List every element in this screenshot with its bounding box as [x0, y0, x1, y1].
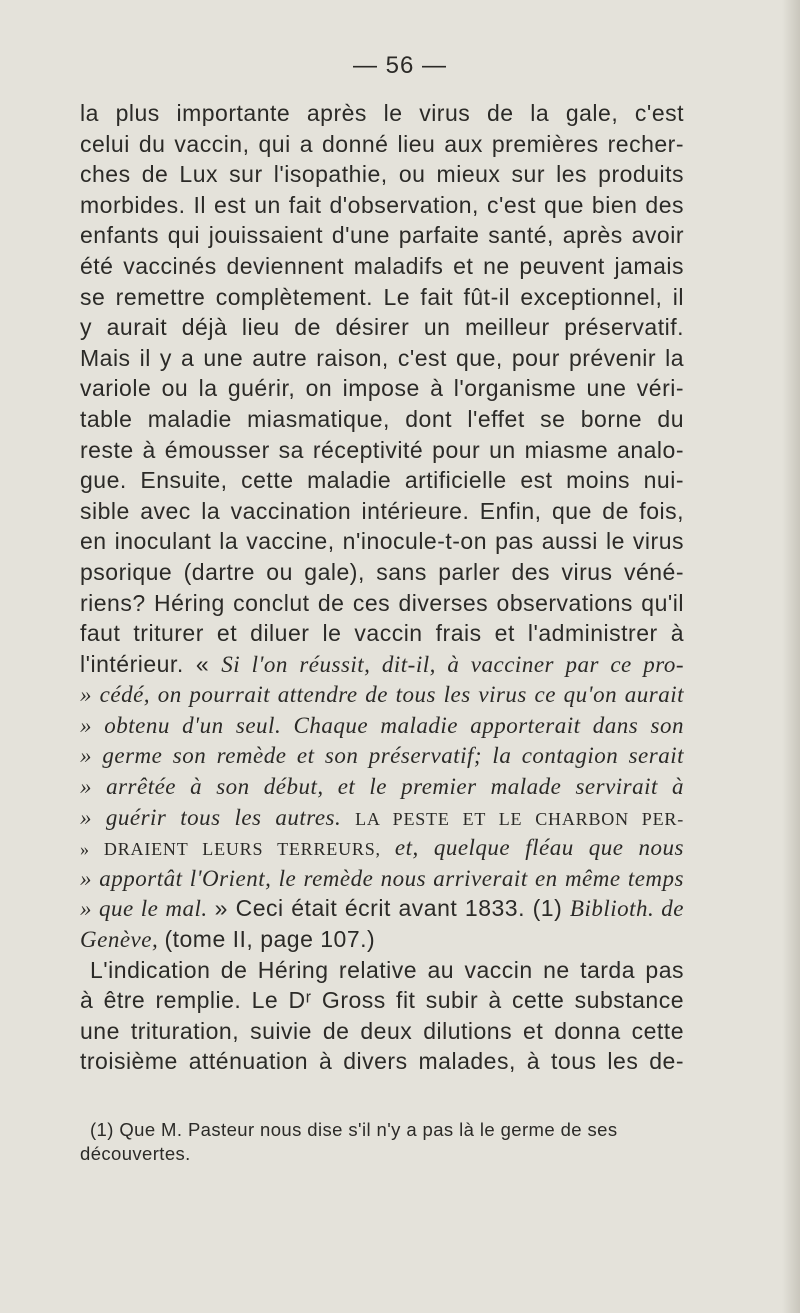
text-line: morbides. Il est un fait d'observation, c'est que bien des	[80, 191, 684, 218]
quote-line	[80, 771, 684, 802]
text-line: y aurait déjà lieu de désirer un meilleur préservatif.	[80, 314, 684, 341]
quote-italic: Biblioth. de	[569, 896, 685, 922]
quote-line	[80, 893, 684, 924]
quote-roman: » Ceci était écrit avant 1833. (1)	[214, 895, 570, 922]
quote-line	[80, 832, 684, 863]
quote-italic: » guérir tous les autres.	[80, 804, 356, 830]
page-edge-shadow	[782, 0, 800, 1313]
quote-small-caps: » DRAIENT LEURS TERREURS,	[80, 839, 395, 860]
text-line: reste à émousser sa réceptivité pour un miasme analo-	[80, 436, 684, 463]
quote-italic: » arrêtée à son début, et le premier malade servirait à	[80, 774, 684, 800]
quote-italic: Si l'on réussit, dit-il, à vacciner par ce pro-	[221, 651, 684, 677]
text-line: été vaccinés deviennent maladifs et ne peuvent jamais	[80, 252, 684, 279]
text-line: Mais il y a une autre raison, c'est que, pour prévenir la	[80, 344, 684, 371]
text-line: table maladie miasmatique, dont l'effet se borne du	[80, 405, 684, 432]
footnote	[80, 1118, 690, 1166]
text-line: se remettre complètement. Le fait fût-il exceptionnel, il	[80, 283, 684, 310]
quote-line	[80, 924, 684, 955]
main-text	[80, 98, 684, 1077]
quote-intro: l'intérieur. «	[80, 650, 222, 677]
paragraph-line: une trituration, suivie de deux dilutions et donna cette	[80, 1017, 684, 1044]
quote-italic: » obtenu d'un seul. Chaque maladie apporterait dans son	[80, 712, 684, 738]
text-line: psorique (dartre ou gale), sans parler des virus véné-	[80, 558, 684, 585]
paragraph-line: L'indication de Héring relative au vaccin ne tarda pas	[90, 956, 684, 983]
quote-italic: Genève,	[80, 927, 165, 953]
paragraph-line: à être remplie. Le Dʳ Gross fit subir à cette substance	[80, 987, 684, 1014]
text-line: enfants qui jouissaient d'une parfaite santé, après avoir	[80, 222, 684, 249]
text-line: celui du vaccin, qui a donné lieu aux premières recher-	[80, 130, 684, 157]
quote-italic: et, quelque fléau que nous	[394, 835, 684, 861]
quote-roman: (tome II, page 107.)	[164, 926, 376, 953]
footnote-line: (1) Que M. Pasteur nous dise s'il n'y a pas là le germe de ses	[90, 1119, 618, 1140]
quote-line	[80, 710, 684, 741]
quote-line	[80, 863, 684, 894]
quote-line	[80, 740, 684, 771]
quote-small-caps: LA PESTE ET LE CHARBON PER-	[355, 808, 684, 829]
paragraph-line: troisième atténuation à divers malades, à tous les de-	[80, 1048, 684, 1075]
quote-italic: » germe son remède et son préservatif; la contagion serait	[80, 743, 684, 769]
text-line: ches de Lux sur l'isopathie, ou mieux sur les produits	[80, 161, 684, 188]
text-line: sible avec la vaccination intérieure. Enfin, que de fois,	[80, 497, 684, 524]
text-line: riens? Héring conclut de ces diverses observations qu'il	[80, 589, 684, 616]
page-number: — 56 —	[352, 52, 448, 79]
quote-italic: » cédé, on pourrait attendre de tous les virus ce qu'on aurait	[80, 682, 684, 708]
quote-italic: » apportât l'Orient, le remède nous arriverait en même temps	[80, 865, 684, 891]
footnote-line: découvertes.	[80, 1143, 191, 1164]
quote-line	[80, 679, 684, 710]
text-line: faut triturer et diluer le vaccin frais et l'administrer à	[80, 620, 684, 647]
text-line: la plus importante après le virus de la gale, c'est	[80, 100, 684, 126]
text-line: variole ou la guérir, on impose à l'organisme une véri-	[80, 375, 684, 402]
quote-line	[80, 649, 684, 680]
text-line: gue. Ensuite, cette maladie artificielle est moins nui-	[80, 467, 684, 494]
quote-italic: » que le mal.	[80, 896, 215, 922]
quote-line	[80, 802, 684, 833]
text-line: en inoculant la vaccine, n'inocule-t-on pas aussi le virus	[80, 528, 684, 555]
